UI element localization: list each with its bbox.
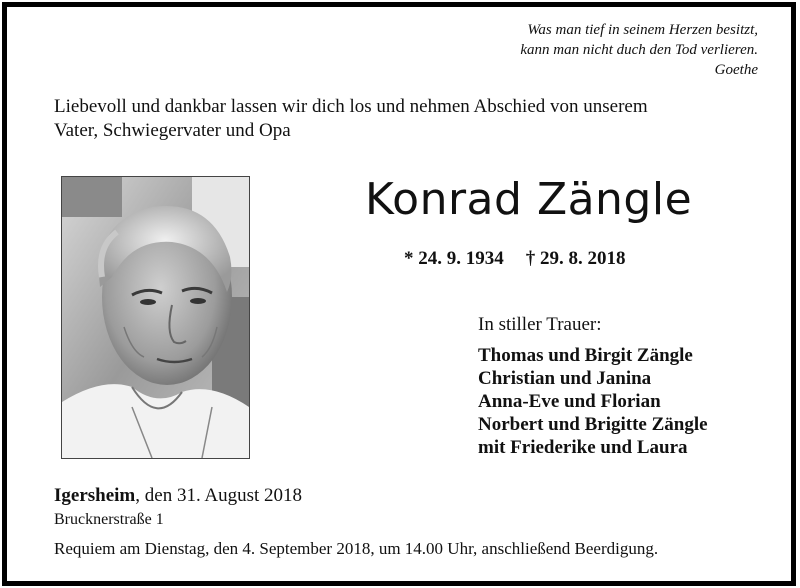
mourner-line: Thomas und Birgit Zängle <box>478 345 693 366</box>
portrait-image <box>62 177 249 458</box>
requiem-notice: Requiem am Dienstag, den 4. September 2018, um 14.00 Uhr, anschließend Beerdigung. <box>54 539 659 558</box>
mourners-list <box>478 344 708 459</box>
deceased-portrait-photo <box>61 176 250 459</box>
intro-line-1: Liebevoll und dankbar lassen wir dich los und nehmen Abschied von unserem <box>54 96 648 117</box>
mourner-line: Norbert und Brigitte Zängle <box>478 414 708 435</box>
mourner-line: mit Friederike und Laura <box>478 437 688 458</box>
letter-date: , den 31. August 2018 <box>135 485 303 506</box>
quote-line-1: Was man tief in seinem Herzen besitzt, <box>527 22 758 38</box>
quote-line-2: kann man nicht duch den Tod verlieren. <box>520 42 758 58</box>
address: Brucknerstraße 1 <box>54 511 164 528</box>
place-name: Igersheim <box>54 485 136 506</box>
death-date: † 29. 8. 2018 <box>525 248 626 269</box>
mourning-label: In stiller Trauer: <box>478 314 602 335</box>
quote-author: Goethe <box>714 62 758 78</box>
deceased-name: Konrad Zängle <box>365 174 693 225</box>
birth-date: * 24. 9. 1934 <box>404 248 504 269</box>
mourner-line: Christian und Janina <box>478 368 652 389</box>
goethe-quote <box>520 20 758 80</box>
mourner-line: Anna-Eve und Florian <box>478 391 661 412</box>
intro-line-2: Vater, Schwiegervater und Opa <box>54 120 291 141</box>
life-dates <box>404 247 626 271</box>
farewell-intro <box>54 95 754 143</box>
place-and-date <box>54 484 302 508</box>
